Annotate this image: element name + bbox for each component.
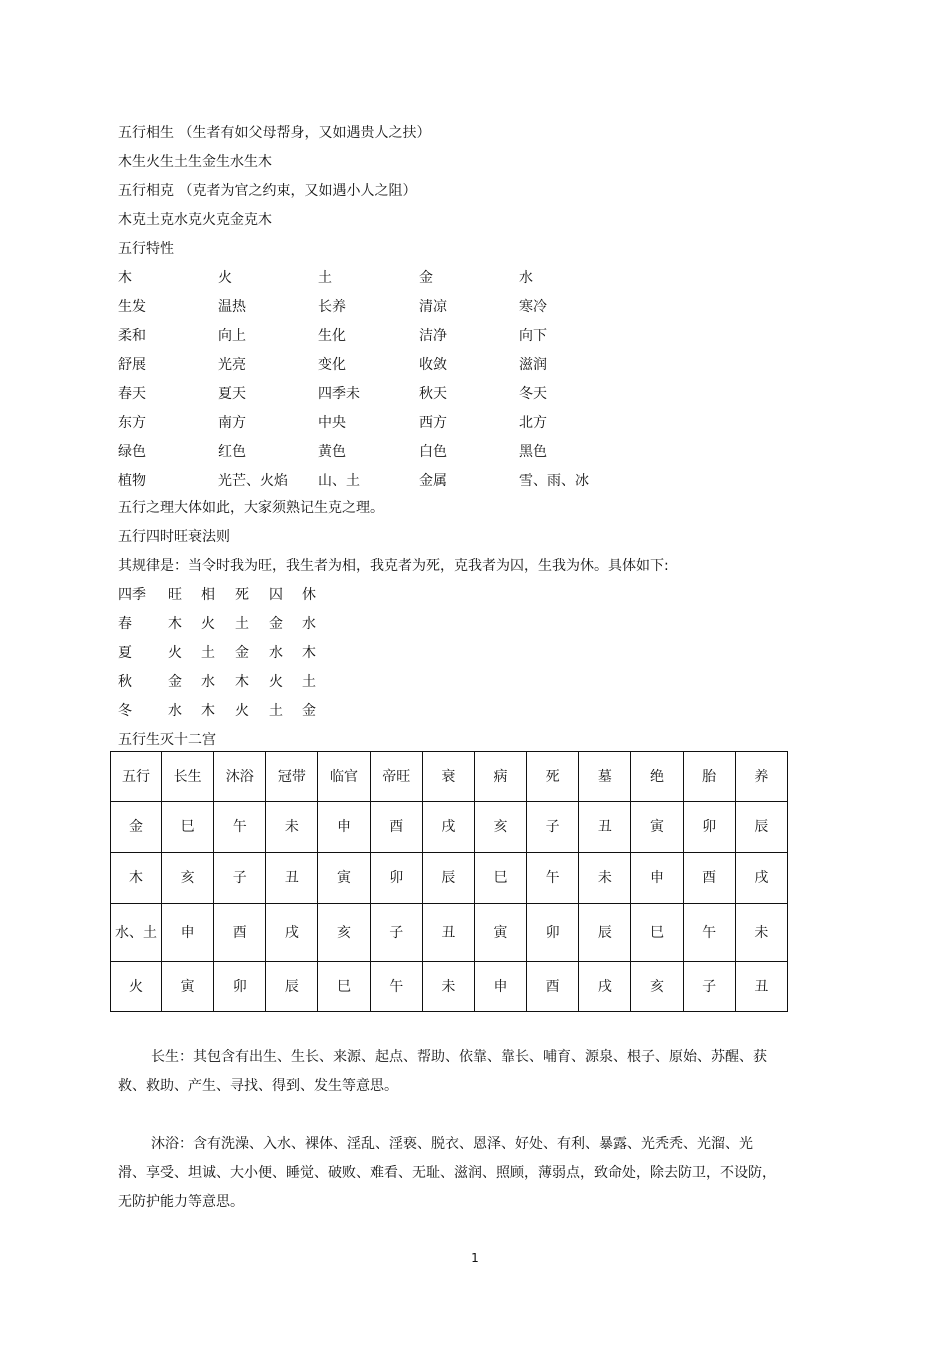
- restraint-cycle: 木克土克水克火克金克木: [118, 212, 272, 228]
- trait-cell: 金属: [419, 473, 447, 489]
- table-cell: 戌: [735, 853, 787, 904]
- table-header-cell: 绝: [631, 752, 683, 802]
- paragraph-changsheng: [118, 1043, 778, 1101]
- table-cell: 午: [370, 962, 422, 1012]
- season-cell: 休: [302, 587, 316, 603]
- table-cell: 丑: [422, 904, 474, 962]
- trait-cell: 植物: [118, 473, 146, 489]
- table-cell: 戌: [579, 962, 631, 1012]
- trait-cell: 黑色: [519, 444, 547, 460]
- table-cell: 水、土: [111, 904, 162, 962]
- season-cell: 木: [302, 645, 316, 661]
- table-cell: 酉: [527, 962, 579, 1012]
- season-cell: 火: [168, 645, 182, 661]
- generation-cycle: 木生火生土生金生水生木: [118, 154, 272, 170]
- table-cell: 丑: [266, 853, 318, 904]
- table-cell: 午: [683, 904, 735, 962]
- heading-seasonal-rule: 五行四时旺衰法则: [118, 529, 230, 545]
- trait-cell: 光芒、火焰: [218, 473, 288, 489]
- season-cell: 旺: [168, 587, 182, 603]
- trait-cell: 西方: [419, 415, 447, 431]
- table-cell: 酉: [683, 853, 735, 904]
- season-cell: 冬: [118, 703, 132, 719]
- table-cell: 申: [162, 904, 214, 962]
- table-cell: 辰: [579, 904, 631, 962]
- season-cell: 夏: [118, 645, 132, 661]
- table-cell: 卯: [683, 802, 735, 853]
- trait-cell: 东方: [118, 415, 146, 431]
- trait-cell: 水: [519, 270, 533, 286]
- table-header-cell: 胎: [683, 752, 735, 802]
- trait-cell: 南方: [218, 415, 246, 431]
- table-cell: 寅: [631, 802, 683, 853]
- trait-cell: 火: [218, 270, 232, 286]
- heading-characteristics: 五行特性: [118, 241, 174, 257]
- season-cell: 金: [269, 616, 283, 632]
- trait-cell: 柔和: [118, 328, 146, 344]
- table-cell: 火: [111, 962, 162, 1012]
- season-cell: 木: [201, 703, 215, 719]
- season-cell: 水: [201, 674, 215, 690]
- trait-cell: 四季未: [318, 386, 360, 402]
- table-cell: 申: [318, 802, 370, 853]
- trait-cell: 北方: [519, 415, 547, 431]
- trait-cell: 寒冷: [519, 299, 547, 315]
- table-cell: 子: [370, 904, 422, 962]
- season-cell: 秋: [118, 674, 132, 690]
- table-cell: 卯: [370, 853, 422, 904]
- season-cell: 火: [201, 616, 215, 632]
- trait-cell: 土: [318, 270, 332, 286]
- season-cell: 木: [168, 616, 182, 632]
- season-cell: 土: [235, 616, 249, 632]
- season-cell: 金: [302, 703, 316, 719]
- table-header-cell: 五行: [111, 752, 162, 802]
- season-cell: 春: [118, 616, 132, 632]
- table-cell: 午: [214, 802, 266, 853]
- table-cell: 卯: [214, 962, 266, 1012]
- season-cell: 四季: [118, 587, 146, 603]
- trait-cell: 生发: [118, 299, 146, 315]
- table-cell: 丑: [579, 802, 631, 853]
- seasonal-rule-text: 其规律是：当令时我为旺，我生者为相，我克者为死，克我者为囚，生我为休。具体如下:: [118, 558, 669, 574]
- season-cell: 土: [302, 674, 316, 690]
- table-header-cell: 冠带: [266, 752, 318, 802]
- trait-cell: 木: [118, 270, 132, 286]
- table-header-cell: 墓: [579, 752, 631, 802]
- season-cell: 金: [168, 674, 182, 690]
- season-cell: 水: [269, 645, 283, 661]
- table-cell: 亥: [318, 904, 370, 962]
- table-row: [111, 853, 788, 904]
- table-cell: 寅: [162, 962, 214, 1012]
- table-row: [111, 962, 788, 1012]
- trait-cell: 洁净: [419, 328, 447, 344]
- table-cell: 亥: [162, 853, 214, 904]
- table-cell: 申: [631, 853, 683, 904]
- trait-cell: 长养: [318, 299, 346, 315]
- season-cell: 水: [302, 616, 316, 632]
- trait-cell: 生化: [318, 328, 346, 344]
- trait-cell: 春天: [118, 386, 146, 402]
- trait-cell: 金: [419, 270, 433, 286]
- table-cell: 未: [735, 904, 787, 962]
- trait-cell: 滋润: [519, 357, 547, 373]
- table-cell: 戌: [266, 904, 318, 962]
- table-cell: 丑: [735, 962, 787, 1012]
- trait-cell: 温热: [218, 299, 246, 315]
- table-cell: 辰: [735, 802, 787, 853]
- heading-mutual-generation: 五行相生 （生者有如父母帮身，又如遇贵人之扶）: [118, 125, 431, 141]
- season-cell: 死: [235, 587, 249, 603]
- table-cell: 亥: [474, 802, 526, 853]
- table-header-cell: 长生: [162, 752, 214, 802]
- table-header-row: [111, 752, 788, 802]
- table-cell: 子: [214, 853, 266, 904]
- season-cell: 囚: [269, 587, 283, 603]
- table-cell: 酉: [370, 802, 422, 853]
- season-cell: 火: [269, 674, 283, 690]
- table-cell: 辰: [266, 962, 318, 1012]
- page-number: 1: [471, 1251, 479, 1265]
- table-cell: 未: [266, 802, 318, 853]
- table-cell: 金: [111, 802, 162, 853]
- season-cell: 木: [235, 674, 249, 690]
- trait-cell: 变化: [318, 357, 346, 373]
- trait-cell: 雪、雨、冰: [519, 473, 589, 489]
- table-cell: 申: [474, 962, 526, 1012]
- table-cell: 午: [527, 853, 579, 904]
- season-cell: 土: [269, 703, 283, 719]
- trait-cell: 收敛: [419, 357, 447, 373]
- table-cell: 亥: [631, 962, 683, 1012]
- table-cell: 寅: [318, 853, 370, 904]
- twelve-palaces-table: [110, 751, 788, 1012]
- table-row: [111, 904, 788, 962]
- summary-line: 五行之理大体如此，大家须熟记生克之理。: [118, 500, 384, 516]
- table-cell: 辰: [422, 853, 474, 904]
- trait-cell: 夏天: [218, 386, 246, 402]
- table-header-cell: 衰: [422, 752, 474, 802]
- table-header-cell: 帝旺: [370, 752, 422, 802]
- table-cell: 未: [579, 853, 631, 904]
- trait-cell: 光亮: [218, 357, 246, 373]
- table-cell: 巳: [474, 853, 526, 904]
- season-cell: 土: [201, 645, 215, 661]
- heading-mutual-restraint: 五行相克 （克者为官之约束，又如遇小人之阻）: [118, 183, 417, 199]
- table-cell: 巳: [631, 904, 683, 962]
- table-cell: 寅: [474, 904, 526, 962]
- table-cell: 子: [527, 802, 579, 853]
- trait-cell: 清凉: [419, 299, 447, 315]
- trait-cell: 绿色: [118, 444, 146, 460]
- paragraph-muyu: [118, 1130, 778, 1217]
- table-header-cell: 养: [735, 752, 787, 802]
- table-cell: 酉: [214, 904, 266, 962]
- season-cell: 相: [201, 587, 215, 603]
- season-cell: 金: [235, 645, 249, 661]
- table-cell: 未: [422, 962, 474, 1012]
- trait-cell: 白色: [419, 444, 447, 460]
- trait-cell: 黄色: [318, 444, 346, 460]
- trait-cell: 中央: [318, 415, 346, 431]
- table-cell: 子: [683, 962, 735, 1012]
- trait-cell: 向下: [519, 328, 547, 344]
- paragraph-text: 沐浴：含有洗澡、入水、裸体、淫乱、淫亵、脱衣、恩泽、好处、有利、暴露、光秃秃、光溜、光滑、享受、坦诚、大小便、睡觉、破败、难看、无耻、滋润、照顾，薄弱点，致命处，除去防卫，不设防，无防护能力等意思。: [118, 1136, 776, 1210]
- trait-cell: 冬天: [519, 386, 547, 402]
- table-header-cell: 病: [474, 752, 526, 802]
- table-header-cell: 死: [527, 752, 579, 802]
- table-cell: 戌: [422, 802, 474, 853]
- trait-cell: 秋天: [419, 386, 447, 402]
- table-cell: 木: [111, 853, 162, 904]
- trait-cell: 舒展: [118, 357, 146, 373]
- table-row: [111, 802, 788, 853]
- table-header-cell: 沐浴: [214, 752, 266, 802]
- table-title: 五行生灭十二宫: [118, 732, 216, 748]
- trait-cell: 红色: [218, 444, 246, 460]
- paragraph-text: 长生：其包含有出生、生长、来源、起点、帮助、依靠、靠长、哺育、源泉、根子、原始、苏醒、获救、救助、产生、寻找、得到、发生等意思。: [118, 1049, 767, 1094]
- table-cell: 巳: [318, 962, 370, 1012]
- season-cell: 火: [235, 703, 249, 719]
- season-cell: 水: [168, 703, 182, 719]
- trait-cell: 向上: [218, 328, 246, 344]
- table-header-cell: 临官: [318, 752, 370, 802]
- trait-cell: 山、土: [318, 473, 360, 489]
- table-cell: 卯: [527, 904, 579, 962]
- table-cell: 巳: [162, 802, 214, 853]
